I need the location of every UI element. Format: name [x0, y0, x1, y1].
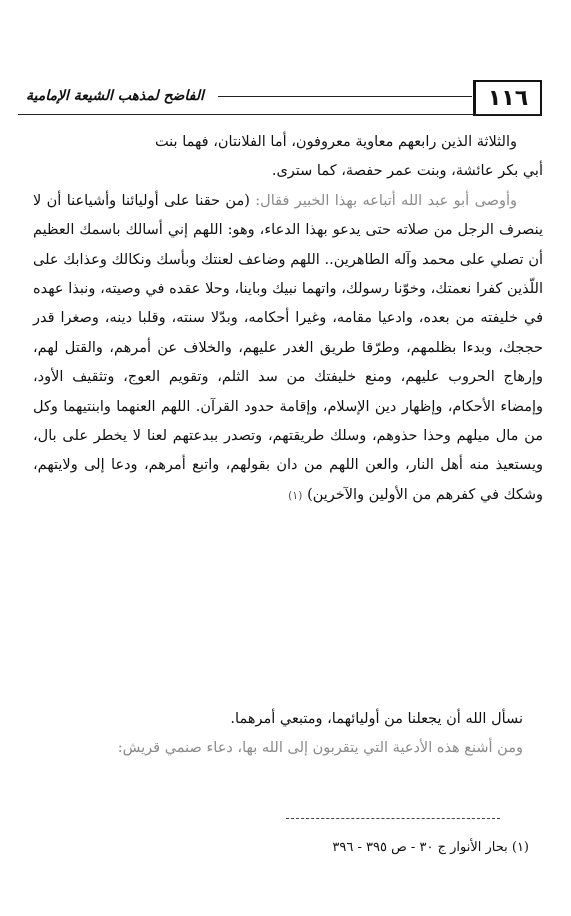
footnote-separator — [286, 818, 500, 819]
header-rule — [218, 96, 472, 97]
closing-text — [33, 705, 523, 763]
paragraph-4: ومن أشنع هذه الأدعية التي يتقربون إلى الله بها، دعاء صنمي قريش: — [117, 740, 523, 756]
paragraph-1-line-1: والثلاثة الذين رابعهم معاوية معروفون، أما الفلانتان، فهما بنت — [154, 134, 517, 150]
paragraph-1 — [33, 128, 543, 187]
header-underline — [18, 114, 542, 115]
running-title: الفاضح لمذهب الشيعة الإمامية — [26, 88, 204, 104]
paragraph-2 — [33, 187, 543, 510]
main-text — [33, 128, 543, 510]
paragraph-2-supplication: (من حقنا على أوليائنا وأشياعنا أن لا ينصرف الرجل من صلاته حتى يدعو بهذا الدعاء، وهو: اللهم إني أسالك باسمك العظيم أن تصلي على محمد وآله الطاهرين.. اللهم وضاعف لعنتك وبأسك ونكالك وعذابك على اللّذين كفرا نعمتك، وخوّنا رسولك، واتهما نبيك وباينا، وحلا عقده في وصيته، ونبذا عهده في خليفته من بعده، وادعيا مقامه، وغيرا أحكامه، وبدّلا سنته، وقلبا دينه، وصغرا قدر حججك، وبدءا بظلمهم، وطرّقا طريق الغدر عليهم، والخلاف عن أمرهم، والقتل لهم، وإرهاج الحروب عليهم، ومنع خليفتك من سد الثلم، وتقويم العوج، وتثقيف الأود، وإمضاء الأحكام، وإظهار دين الإسلام، وإقامة حدود القرآن. اللهم العنهما وابنتيهما وكل من مال ميلهم وحذا حذوهم، وسلك طريقتهم، وتصدر ببدعتهم لعنا لا يخطر على بال، ويستعيذ منه أهل النار، والعن اللهم من دان بقولهم، واتبع أمرهم، ودعا إلى ولايتهم، وشكك في كفرهم من الأولين والآخرين) — [33, 192, 544, 503]
paragraph-3: نسأل الله أن يجعلنا من أوليائهما، ومتبعي أمرهما. — [230, 711, 523, 727]
footnote: (١) بحار الأنوار ج ٣٠ - ص ٣٩٥ - ٣٩٦ — [332, 840, 529, 855]
paragraph-1-line-2: أبي بكر عائشة، وبنت عمر حفصة، كما سترى. — [271, 163, 543, 180]
footnote-reference: (١) — [287, 488, 303, 502]
paragraph-2-intro: وأوصى أبو عبد الله أتباعه بهذا الخبير فقال: — [255, 192, 518, 209]
page-number: ١١٦ — [473, 80, 542, 116]
page-header — [18, 78, 542, 118]
